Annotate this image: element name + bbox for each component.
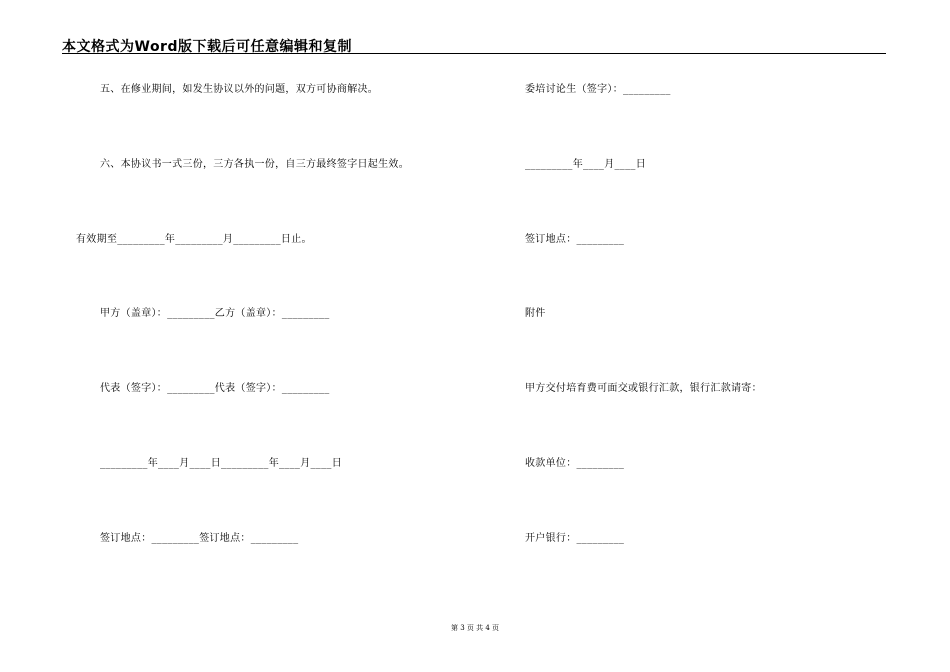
payee-unit-line: 收款单位：_________ bbox=[525, 458, 625, 469]
date-line-left: _________年____月____日_________年____月____日 bbox=[100, 458, 342, 469]
clause-five: 五、在修业期间，如发生协议以外的问题，双方可协商解决。 bbox=[100, 84, 379, 95]
signing-place-left: 签订地点：_________签订地点：_________ bbox=[100, 533, 299, 544]
bank-line: 开户银行：_________ bbox=[525, 533, 625, 544]
clause-six: 六、本协议书一式三份，三方各执一份，自三方最终签字日起生效。 bbox=[100, 159, 409, 170]
party-seal-line: 甲方（盖章）：_________乙方（盖章）：_________ bbox=[100, 308, 330, 319]
page-number: 第 3 页 共 4 页 bbox=[450, 624, 500, 632]
header-divider bbox=[62, 53, 886, 54]
document-header-title: 本文格式为Word版下载后可任意编辑和复制 bbox=[62, 39, 352, 55]
student-sign-line: 委培讨论生（签字）：_________ bbox=[525, 84, 671, 95]
payment-instructions: 甲方交付培育费可面交或银行汇款，银行汇款请寄： bbox=[525, 383, 762, 394]
attachment-heading: 附件 bbox=[525, 308, 546, 319]
representative-sign-line: 代表（签字）：_________代表（签字）：_________ bbox=[100, 383, 330, 394]
signing-place-right: 签订地点：_________ bbox=[525, 234, 625, 245]
validity-period: 有效期至_________年_________月_________日止。 bbox=[76, 234, 312, 245]
date-line-right: _________年____月____日 bbox=[525, 159, 646, 170]
